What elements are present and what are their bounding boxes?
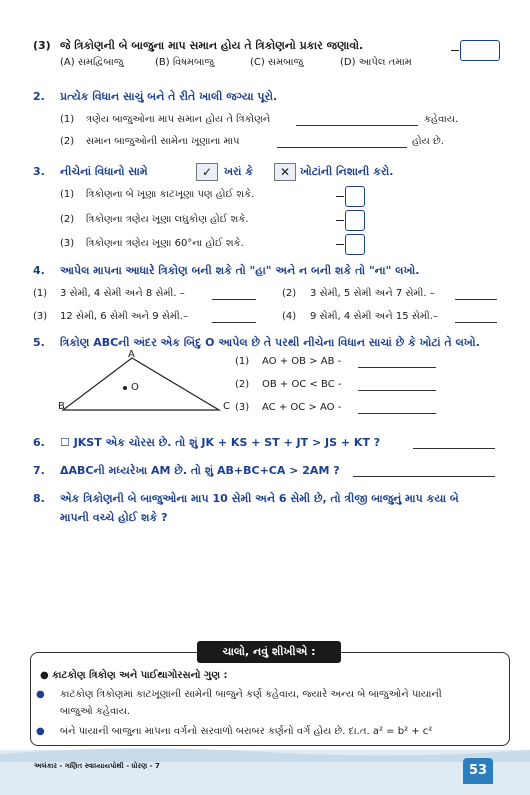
item-text: 3 સેમી, 5 સેમી અને 7 સેમી. –: [310, 288, 435, 299]
answer-box[interactable]: [460, 40, 500, 61]
item-number: (2): [235, 379, 250, 390]
learn-para2: બંને પાયાની બાજુના માપના વર્ગનો સરવાળો બરાબર કર્ણનો વર્ગ હોય છે. દા.ત. a² = b² + c²: [60, 726, 433, 737]
learn-box-title: ચાલો, નવું શીખીએ :: [197, 641, 341, 663]
item-text: AC + OC > AO -: [262, 402, 342, 413]
learn-para1-line2: બાજુઓ કહેવાય.: [60, 706, 131, 717]
blank-line[interactable]: [358, 401, 436, 414]
answer-dash: [336, 244, 344, 245]
item-number: (3): [60, 238, 75, 249]
point-o: [123, 386, 127, 390]
vertex-label-a: A: [128, 349, 135, 360]
item-number: (1): [235, 356, 250, 367]
item-number: (3): [235, 402, 250, 413]
item-after: કહેવાય.: [424, 114, 459, 125]
blank-line[interactable]: [455, 287, 497, 300]
answer-dash: [451, 50, 459, 51]
answer-box[interactable]: [345, 210, 365, 231]
item-text: સમાન બાજુઓની સામેના ખૂણાના માપ: [86, 136, 240, 147]
option-b[interactable]: (B) વિષમબાજુ: [155, 57, 214, 68]
item-text: ત્રિકોણના બે ખૂણા કાટખૂણા પણ હોઈ શકે.: [86, 189, 255, 200]
blank-line[interactable]: [358, 378, 436, 391]
question-number: 3.: [33, 165, 45, 178]
item-text: 9 સેમી, 4 સેમી અને 15 સેમી.–: [310, 311, 438, 322]
item-number: (3): [33, 311, 48, 322]
answer-box[interactable]: [345, 234, 365, 255]
answer-box[interactable]: [345, 186, 365, 207]
item-number: (2): [60, 136, 75, 147]
question-text-line2: માપની વચ્ચે હોઈ શકે ?: [60, 511, 168, 524]
blank-line[interactable]: [296, 113, 418, 126]
item-number: (4): [282, 311, 297, 322]
answer-dash: [336, 196, 344, 197]
item-number: (1): [60, 114, 75, 125]
question-title-pre: નીચેનાં વિધાનો સામે: [60, 165, 148, 178]
question-number: 2.: [33, 90, 45, 103]
cross-icon: ✕: [274, 163, 296, 181]
triangle-abc-diagram: [55, 350, 225, 420]
question-text: જે ત્રિકોણની બે બાજુના માપ સમાન હોય તે ત્રિકોણનો પ્રકાર જણાવો.: [60, 39, 364, 52]
question-number: 7.: [33, 464, 45, 477]
blank-line[interactable]: [212, 310, 256, 323]
question-title: આપેલ માપના આધારે ત્રિકોણ બની શકે તો "હા" અને ન બની શકે તો "ના" લખો.: [60, 264, 420, 277]
option-a[interactable]: (A) સમદ્વિબાજુ: [60, 57, 124, 68]
page-number: 53: [463, 758, 493, 784]
blank-line[interactable]: [455, 310, 497, 323]
question-number: 5.: [33, 336, 45, 349]
item-text: 3 સેમી, 4 સેમી અને 8 સેમી. –: [60, 288, 185, 299]
item-after: હોય છે.: [412, 136, 444, 147]
item-text: ત્રિકોણના ત્રણેય ખૂણા 60°ના હોઈ શકે.: [86, 238, 244, 249]
blank-line[interactable]: [413, 436, 495, 449]
option-c[interactable]: (C) સમબાજુ: [250, 57, 304, 68]
item-text: OB + OC < BC -: [262, 379, 342, 390]
question-number: 8.: [33, 492, 45, 505]
answer-dash: [336, 220, 344, 221]
tick-icon: ✓: [196, 163, 218, 181]
learn-heading: કાટકોણ ત્રિકોણ અને પાઈથાગોરસનો ગુણ :: [52, 670, 228, 681]
question-text: ☐ JKST એક ચોરસ છે. તો શું JK + KS + ST + JT > JS + KT ?: [60, 436, 381, 449]
option-d[interactable]: (D) આપેલ તમામ: [340, 57, 412, 68]
question-title-post: ખોટાંની નિશાની કરો.: [300, 165, 394, 178]
item-text: ત્રણેય બાજુઓના માપ સમાન હોય તે ત્રિકોણને: [86, 114, 271, 125]
item-text: ત્રિકોણના ત્રણેય ખૂણા લઘુકોણ હોઈ શકે.: [86, 214, 249, 225]
question-number: 4.: [33, 264, 45, 277]
vertex-label-c: C: [223, 401, 230, 412]
bullet-icon: ●: [36, 689, 45, 700]
item-number: (1): [33, 288, 48, 299]
bullet-icon: ●: [40, 670, 49, 681]
question-number: (3): [33, 39, 51, 52]
question-text-line1: એક ત્રિકોણની બે બાજુઓના માપ 10 સેમી અને 6 સેમી છે, તો ત્રીજી બાજુનું માપ કયા બે: [60, 492, 459, 505]
question-text: ΔABCની મધ્યરેખા AM છે. તો શું AB+BC+CA > 2AM ?: [60, 464, 340, 477]
blank-line[interactable]: [212, 287, 256, 300]
blank-line[interactable]: [277, 135, 407, 148]
question-number: 6.: [33, 436, 45, 449]
point-label-o: O: [131, 382, 139, 393]
footer-wave: [0, 744, 530, 762]
item-text: AO + OB > AB -: [262, 356, 342, 367]
item-text: 12 સેમી, 6 સેમી અને 9 સેમી.–: [60, 311, 188, 322]
bullet-icon: ●: [36, 726, 45, 737]
question-title: ત્રિકોણ ABCની અંદર એક બિંદુ O આપેલ છે તે પરથી નીચેના વિધાન સાચાં છે કે ખોટાં તે લખો.: [60, 336, 480, 349]
learn-para1-line1: કાટકોણ ત્રિકોણમાં કાટખૂણાની સામેની બાજુને કર્ણ કહેવાય, જ્યારે અન્ય બે બાજુઓને પાયાની: [60, 689, 442, 700]
blank-line[interactable]: [358, 355, 436, 368]
item-number: (1): [60, 189, 75, 200]
question-title: પ્રત્યેક વિધાન સાચું બને તે રીતે ખાલી જગ્યા પૂરો.: [60, 90, 278, 103]
item-number: (2): [282, 288, 297, 299]
triangle-abc: [63, 358, 219, 410]
blank-line[interactable]: [353, 464, 495, 477]
question-title-mid: ખરાં કે: [224, 165, 254, 178]
footer-text: અલંકાર - ગણિત સ્વાધ્યાયપોથી - ધોરણ - 7: [34, 762, 160, 770]
item-number: (2): [60, 214, 75, 225]
vertex-label-b: B: [58, 401, 65, 412]
